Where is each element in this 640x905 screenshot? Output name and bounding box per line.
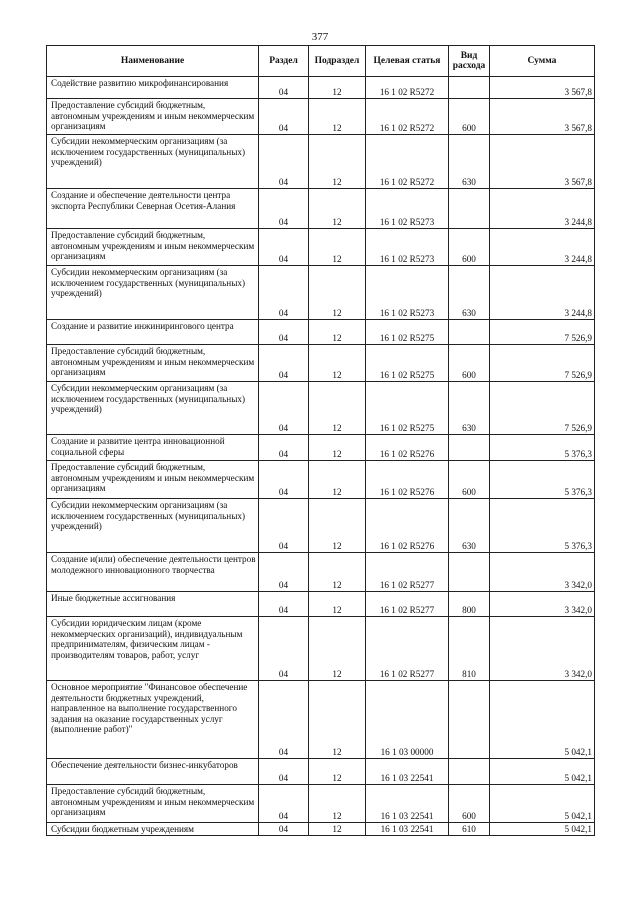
cell-razdel: 04 (259, 681, 309, 759)
cell-statya: 16 1 02 R5272 (366, 77, 449, 99)
cell-razdel: 04 (259, 345, 309, 382)
cell-vid: 610 (449, 823, 490, 836)
cell-vid: 600 (449, 229, 490, 266)
header-name: Наименование (47, 46, 259, 77)
cell-name: Предоставление субсидий бюджетным, автономным учреждениям и иным некоммерческим организациям (47, 99, 259, 135)
cell-podrazdel: 12 (309, 553, 366, 592)
cell-statya: 16 1 03 22541 (366, 785, 449, 823)
cell-name: Субсидии бюджетным учреждениям (47, 823, 259, 836)
cell-summa: 5 042,1 (490, 785, 595, 823)
cell-razdel: 04 (259, 99, 309, 135)
cell-summa: 5 376,3 (490, 435, 595, 461)
cell-vid: 600 (449, 99, 490, 135)
cell-vid (449, 553, 490, 592)
cell-name: Иные бюджетные ассигнования (47, 592, 259, 617)
cell-statya: 16 1 02 R5273 (366, 229, 449, 266)
cell-name: Создание и обеспечение деятельности центра экспорта Республики Северная Осетия-Алания (47, 189, 259, 229)
cell-summa: 3 342,0 (490, 592, 595, 617)
cell-statya: 16 1 02 R5273 (366, 189, 449, 229)
table-row (47, 99, 595, 135)
cell-summa: 3 342,0 (490, 553, 595, 592)
cell-podrazdel: 12 (309, 189, 366, 229)
cell-vid: 630 (449, 499, 490, 553)
cell-statya: 16 1 02 R5276 (366, 461, 449, 499)
cell-vid: 600 (449, 345, 490, 382)
cell-name: Предоставление субсидий бюджетным, автономным учреждениям и иным некоммерческим организациям (47, 785, 259, 823)
cell-statya: 16 1 02 R5275 (366, 320, 449, 345)
cell-statya: 16 1 02 R5276 (366, 435, 449, 461)
cell-podrazdel: 12 (309, 99, 366, 135)
cell-podrazdel: 12 (309, 345, 366, 382)
table-row (47, 77, 595, 99)
cell-podrazdel: 12 (309, 759, 366, 785)
cell-podrazdel: 12 (309, 592, 366, 617)
cell-statya: 16 1 02 R5273 (366, 266, 449, 320)
cell-name: Субсидии некоммерческим организациям (за исключением государственных (муниципальных) учреждений) (47, 266, 259, 320)
cell-razdel: 04 (259, 499, 309, 553)
cell-name: Создание и развитие центра инновационной социальной сферы (47, 435, 259, 461)
cell-summa: 7 526,9 (490, 320, 595, 345)
cell-vid: 630 (449, 135, 490, 189)
cell-statya: 16 1 02 R5277 (366, 553, 449, 592)
header-statya: Целевая статья (366, 46, 449, 77)
cell-summa: 5 376,3 (490, 461, 595, 499)
cell-summa: 3 342,0 (490, 617, 595, 681)
cell-podrazdel: 12 (309, 499, 366, 553)
header-vid: Вид расхода (449, 46, 490, 77)
cell-name: Субсидии некоммерческим организациям (за исключением государственных (муниципальных) учреждений) (47, 135, 259, 189)
cell-podrazdel: 12 (309, 785, 366, 823)
cell-name: Субсидии юридическим лицам (кроме некоммерческих организаций), индивидуальным предпринимателям, физическим лицам - производителям товаров, работ, услуг (47, 617, 259, 681)
cell-statya: 16 1 02 R5272 (366, 135, 449, 189)
cell-razdel: 04 (259, 77, 309, 99)
table-row (47, 553, 595, 592)
cell-statya: 16 1 03 00000 (366, 681, 449, 759)
cell-name: Обеспечение деятельности бизнес-инкубаторов (47, 759, 259, 785)
cell-summa: 5 042,1 (490, 681, 595, 759)
table-body (47, 77, 595, 836)
cell-vid: 810 (449, 617, 490, 681)
cell-vid: 630 (449, 266, 490, 320)
cell-name: Создание и развитие инжинирингового центра (47, 320, 259, 345)
table-row (47, 435, 595, 461)
cell-statya: 16 1 02 R5275 (366, 345, 449, 382)
table-row (47, 461, 595, 499)
cell-vid (449, 681, 490, 759)
budget-table (46, 45, 595, 836)
cell-vid: 600 (449, 785, 490, 823)
cell-podrazdel: 12 (309, 435, 366, 461)
cell-statya: 16 1 03 22541 (366, 823, 449, 836)
table-row (47, 135, 595, 189)
cell-podrazdel: 12 (309, 823, 366, 836)
cell-name: Основное мероприятие "Финансовое обеспечение деятельности бюджетных учреждений, направленное на выполнение государственного задания на оказание государственных услуг (выполнение работ)" (47, 681, 259, 759)
cell-summa: 7 526,9 (490, 382, 595, 435)
cell-razdel: 04 (259, 189, 309, 229)
cell-vid: 600 (449, 461, 490, 499)
cell-summa: 3 567,8 (490, 99, 595, 135)
cell-razdel: 04 (259, 135, 309, 189)
cell-summa: 7 526,9 (490, 345, 595, 382)
cell-vid (449, 77, 490, 99)
cell-summa: 3 244,8 (490, 189, 595, 229)
cell-vid (449, 759, 490, 785)
header-podrazdel: Подраздел (309, 46, 366, 77)
cell-statya: 16 1 02 R5275 (366, 382, 449, 435)
cell-razdel: 04 (259, 320, 309, 345)
cell-podrazdel: 12 (309, 229, 366, 266)
cell-razdel: 04 (259, 266, 309, 320)
cell-name: Содействие развитию микрофинансирования (47, 77, 259, 99)
header-razdel: Раздел (259, 46, 309, 77)
cell-vid (449, 320, 490, 345)
cell-vid: 630 (449, 382, 490, 435)
cell-razdel: 04 (259, 553, 309, 592)
cell-podrazdel: 12 (309, 266, 366, 320)
cell-summa: 5 042,1 (490, 759, 595, 785)
header-summa: Сумма (490, 46, 595, 77)
cell-podrazdel: 12 (309, 77, 366, 99)
table-row (47, 592, 595, 617)
cell-name: Субсидии некоммерческим организациям (за исключением государственных (муниципальных) учреждений) (47, 499, 259, 553)
cell-vid: 800 (449, 592, 490, 617)
cell-name: Предоставление субсидий бюджетным, автономным учреждениям и иным некоммерческим организациям (47, 229, 259, 266)
cell-podrazdel: 12 (309, 135, 366, 189)
cell-summa: 3 244,8 (490, 229, 595, 266)
cell-vid (449, 435, 490, 461)
cell-name: Предоставление субсидий бюджетным, автономным учреждениям и иным некоммерческим организациям (47, 461, 259, 499)
cell-razdel: 04 (259, 382, 309, 435)
table-row (47, 499, 595, 553)
cell-razdel: 04 (259, 617, 309, 681)
table-row (47, 345, 595, 382)
table-row (47, 785, 595, 823)
cell-summa: 5 376,3 (490, 499, 595, 553)
cell-podrazdel: 12 (309, 681, 366, 759)
cell-statya: 16 1 03 22541 (366, 759, 449, 785)
table-row (47, 189, 595, 229)
cell-statya: 16 1 02 R5276 (366, 499, 449, 553)
cell-podrazdel: 12 (309, 320, 366, 345)
cell-summa: 5 042,1 (490, 823, 595, 836)
table-row (47, 229, 595, 266)
table-row (47, 681, 595, 759)
table-row (47, 382, 595, 435)
cell-statya: 16 1 02 R5272 (366, 99, 449, 135)
cell-razdel: 04 (259, 461, 309, 499)
table-row (47, 266, 595, 320)
table-row (47, 823, 595, 836)
table-header-row (47, 46, 595, 77)
cell-razdel: 04 (259, 435, 309, 461)
page-number: 377 (311, 31, 329, 43)
cell-razdel: 04 (259, 823, 309, 836)
cell-podrazdel: 12 (309, 382, 366, 435)
table-row (47, 617, 595, 681)
cell-podrazdel: 12 (309, 461, 366, 499)
table-row (47, 320, 595, 345)
cell-statya: 16 1 02 R5277 (366, 617, 449, 681)
cell-name: Предоставление субсидий бюджетным, автономным учреждениям и иным некоммерческим организациям (47, 345, 259, 382)
cell-razdel: 04 (259, 229, 309, 266)
cell-name: Субсидии некоммерческим организациям (за исключением государственных (муниципальных) учреждений) (47, 382, 259, 435)
cell-vid (449, 189, 490, 229)
cell-podrazdel: 12 (309, 617, 366, 681)
cell-statya: 16 1 02 R5277 (366, 592, 449, 617)
cell-summa: 3 567,8 (490, 135, 595, 189)
cell-name: Создание и(или) обеспечение деятельности центров молодежного инновационного творчества (47, 553, 259, 592)
cell-razdel: 04 (259, 759, 309, 785)
cell-summa: 3 567,8 (490, 77, 595, 99)
cell-razdel: 04 (259, 785, 309, 823)
cell-summa: 3 244,8 (490, 266, 595, 320)
table-row (47, 759, 595, 785)
cell-razdel: 04 (259, 592, 309, 617)
